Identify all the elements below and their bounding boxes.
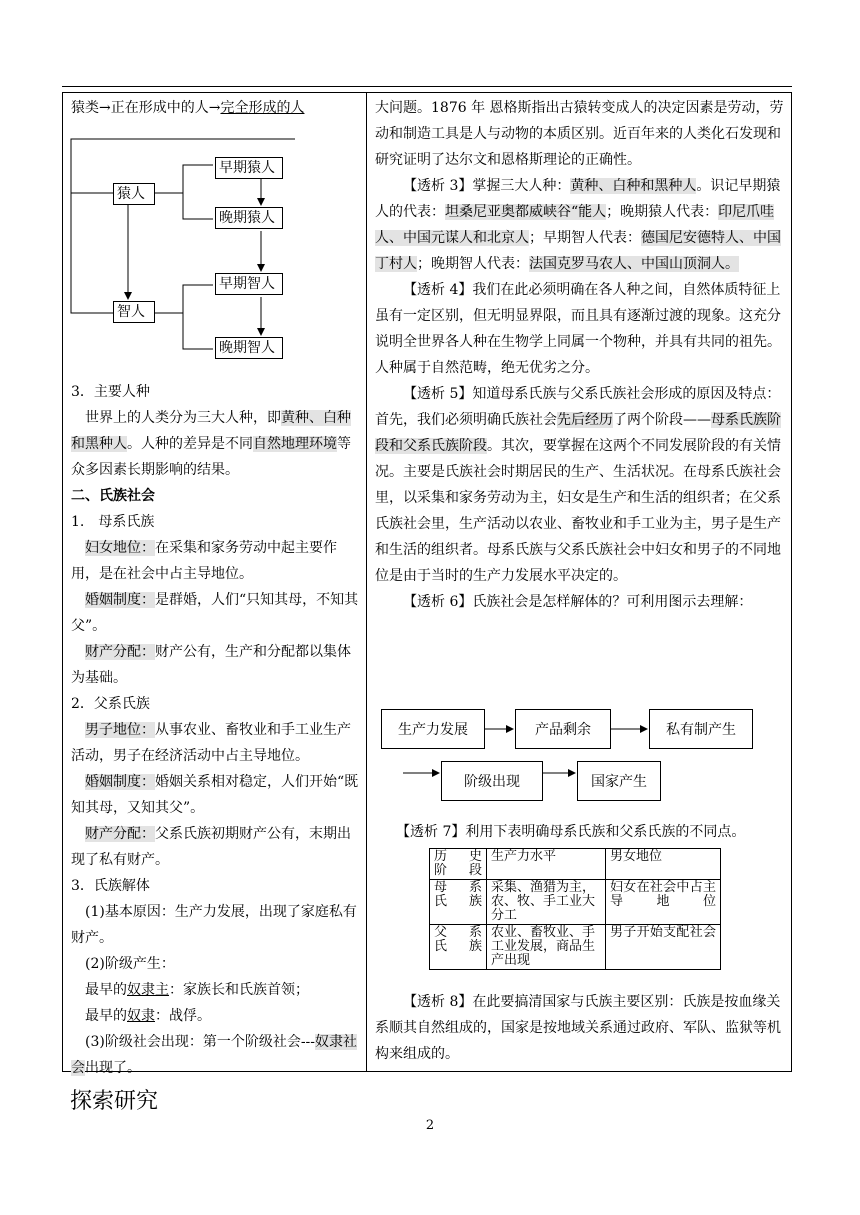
paragraph-4: 【透析 4】我们在此必须明确在各人种之间，自然体质特征上虽有一定区别，但无明显界限，而且具有逐渐过渡的现象。这充分说明全世界各人种在生物学上同属一个物种，并具有共同的祖先。人种属于自然范畴，绝无优劣之分。 (375, 282, 781, 376)
row-patri-gender: 男子开始支配社会 (606, 925, 721, 970)
row-matri-gender: 妇女在社会中占主导地位 (606, 880, 721, 925)
col-header-productivity: 生产力水平 (487, 849, 606, 880)
collapse-class: (2)阶级产生： (85, 956, 175, 972)
section-title: 探索研究 (70, 1089, 159, 1114)
slave-owner: 最早的奴隶主：家族长和氏族首领； (85, 982, 309, 998)
collapse-heading: 3．氏族解体 (71, 878, 150, 894)
matri-property: 财产分配：财产公有，生产和分配都以集体为基础。 (71, 644, 351, 686)
races-text: 世界上的人类分为三大人种，即黄种、白种和黑种人。人种的差异是不同自然地理环境等众多因素长期影响的结果。 (71, 410, 351, 478)
chain-arrow: → (99, 100, 111, 116)
slave: 最早的奴隶：战俘。 (85, 1008, 211, 1024)
row-matri-productivity: 采集、渔猎为主，农、牧、手工业大分工 (487, 880, 606, 925)
flow-classes: 阶级出现 (441, 761, 543, 801)
patri-men: 男子地位：从事农业、畜牧业和手工业生产活动，男子在经济活动中占主导地位。 (71, 722, 351, 764)
page-number: 2 (425, 1118, 435, 1133)
box-late-sapiens: 晚期智人 (215, 337, 283, 359)
box-ape-man: 猿人 (113, 183, 155, 205)
chain-forming: 正在形成中的人 (110, 100, 209, 116)
row-patri-label: 父 系氏族 (430, 925, 487, 970)
content-table (62, 92, 792, 1076)
col-header-stage: 历 史阶段 (430, 849, 487, 880)
paragraph-8: 【透析 8】在此要搞清国家与氏族主要区别：氏族是按血缘关系顺其自然组成的，国家是按地域关系通过政府、军队、监狱等机构来组成的。 (375, 994, 781, 1062)
row-matri-label: 母 系氏族 (430, 880, 487, 925)
header-rule (62, 86, 792, 87)
flow-surplus: 产品剩余 (515, 709, 611, 749)
paragraph-5: 【透析 5】知道母系氏族与父系氏族社会形成的原因及特点：首先，我们必须明确氏族社会先后经历了两个阶段——母系氏族阶段和父系氏族阶段。其次，要掌握在这两个不同发展阶段的有关情况。主要是氏族社会时期居民的生产、生活状况。在母系氏族社会里，以采集和家务劳动为主，妇女是生产和生活的组织者；在父系氏族社会里，生产活动以农业、畜牧业和手工业为主，男子是生产和生活的组织者。母系氏族与父系氏族社会中妇女和男子的不同地位是由于当时的生产力发展水平决定的。 (375, 386, 781, 584)
box-early-sapiens: 早期智人 (215, 273, 283, 295)
chain-arrow: → (208, 100, 221, 116)
paragraph-3: 【透析 3】掌握三大人种：黄种、白种和黑种人。识记早期猿人的代表：坦桑尼亚奥都威峡谷“能人；晚期猿人代表：印尼爪哇人、中国元谋人和北京人；早期智人代表：德国尼安德特人、中国丁村人；晚期智人代表：法国克罗马农人、中国山顶洞人。 (375, 178, 781, 272)
clan-heading: 二、氏族社会 (71, 488, 155, 504)
patri-property: 财产分配：父系氏族初期财产公有，末期出现了私有财产。 (71, 826, 351, 868)
class-society: (3)阶级社会出现：第一个阶级社会---奴隶社会出现了。 (71, 1034, 358, 1076)
flow-state: 国家产生 (577, 761, 661, 801)
flow-productivity: 生产力发展 (381, 709, 485, 749)
patri-heading: 2．父系氏族 (71, 696, 150, 712)
paragraph-6: 【透析 6】氏族社会是怎样解体的？可利用图示去理解： (403, 594, 753, 610)
row-patri-productivity: 农业、畜牧业、手工业发展，商品生产出现 (487, 925, 606, 970)
paragraph-intro: 大问题。1876 年 恩格斯指出古猿转变成人的决定因素是劳动，劳动和制造工具是人与动物的本质区别。近百年来的人类化石发现和研究证明了达尔文和恩格斯理论的正确性。 (375, 100, 784, 168)
flow-private-property: 私有制产生 (649, 709, 753, 749)
box-sapiens: 智人 (113, 301, 155, 323)
box-early-ape: 早期猿人 (215, 157, 283, 179)
patri-marriage: 婚姻制度：婚姻关系相对稳定，人们开始“既知其母，又知其父”。 (71, 774, 359, 816)
chain-ape: 猿类 (71, 100, 99, 116)
matri-marriage: 婚姻制度：是群婚，人们“只知其母，不知其父”。 (71, 592, 359, 634)
chain-formed: 完全形成的人 (220, 100, 305, 116)
col-header-gender: 男女地位 (606, 849, 721, 880)
comparison-table (429, 848, 721, 970)
box-late-ape: 晚期猿人 (215, 207, 283, 229)
collapse-reason: (1)基本原因：生产力发展，出现了家庭私有财产。 (71, 904, 357, 946)
races-heading: 3．主要人种 (71, 384, 150, 400)
matri-heading: 1. 母系氏族 (71, 514, 155, 530)
paragraph-7: 【透析 7】利用下表明确母系氏族和父系氏族的不同点。 (396, 824, 746, 840)
matri-women: 妇女地位：在采集和家务劳动中起主要作用，是在社会中占主导地位。 (71, 540, 337, 582)
